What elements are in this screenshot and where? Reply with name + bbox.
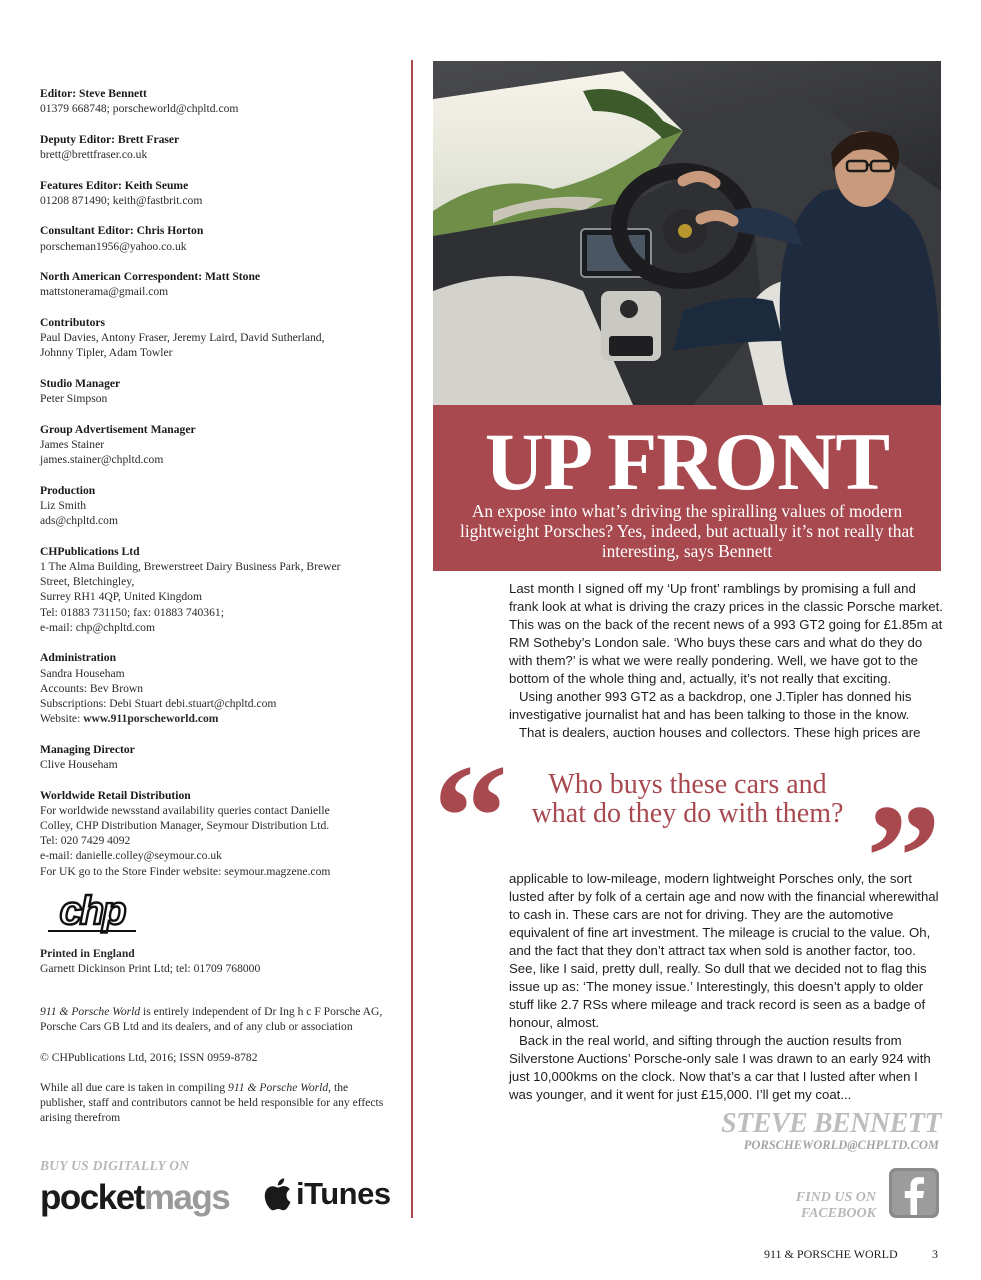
website-line xyxy=(40,711,395,726)
staff-block xyxy=(40,544,395,635)
car-interior-illustration xyxy=(433,61,941,405)
article-body-bottom xyxy=(509,870,943,1104)
close-quote-mark: ” xyxy=(866,774,941,940)
legal-notes xyxy=(40,1004,395,1141)
disclaimer-rest: , the publisher, staff and contributors cannot be held responsible for any effects arising therefrom xyxy=(40,1080,384,1125)
author-email[interactable]: PORSCHEWORLD@CHPLTD.COM xyxy=(743,1138,939,1152)
staff-line: Clive Househam xyxy=(40,758,118,771)
staff-line: Paul Davies, Antony Fraser, Jeremy Laird, David Sutherland, xyxy=(40,331,325,345)
staff-line: Tel: 020 7429 4092 xyxy=(40,834,131,848)
svg-text:chp: chp xyxy=(59,889,125,933)
facebook-label-line2: FACEBOOK xyxy=(801,1206,876,1221)
staff-role: Managing Director xyxy=(40,742,135,756)
independence-text: is entirely independent of Dr Ing h c F Porsche AG, Porsche Cars GB Ltd and its dealers, and of any club or association xyxy=(40,1005,383,1034)
itunes-text: iTunes xyxy=(296,1176,391,1211)
staff-line: For worldwide newsstand availability queries contact Danielle xyxy=(40,803,330,817)
buy-digitally-label: BUY US DIGITALLY ON xyxy=(40,1158,190,1173)
open-quote-mark: “ xyxy=(433,734,508,900)
staff-role: Consultant Editor: Chris Horton xyxy=(40,224,204,238)
staff-line: Street, Bletchingley, xyxy=(40,575,135,589)
facebook-icon[interactable] xyxy=(889,1168,939,1218)
staff-line: Surrey RH1 4QP, United Kingdom xyxy=(40,590,202,604)
staff-line[interactable]: 01208 871490; keith@fastbrit.com xyxy=(40,193,203,207)
staff-role: CHPublications Ltd xyxy=(40,544,140,558)
staff-masthead xyxy=(40,86,395,894)
printed-info xyxy=(40,946,395,976)
article-body-top xyxy=(509,580,943,742)
staff-block xyxy=(40,483,395,529)
article-paragraph: applicable to low-mileage, modern lightweight Porsches only, the sort lusted after by folk of a certain age and now with the financial wherewithal to cash in. These cars are not for driving. They are the automotive equivalent of fine art investment. The mileage is crucial to the value. Oh, and the fact that they don’t attract tax when sold is another factor, too. See, like I said, pretty dull, really. So dull that we decided not to flag this issue up as: ‘The money issue.’ Interestingly, this doesn’t apply to older stuff like 2.7 RSs where mileage and track record is seen as a badge of honour, almost. xyxy=(509,871,939,1030)
staff-role: Editor: Steve Bennett xyxy=(40,87,147,100)
website-link[interactable]: www.911porscheworld.com xyxy=(83,712,219,726)
article-paragraph: That is dealers, auction houses and collectors. These high prices are xyxy=(519,725,921,740)
staff-line[interactable]: porscheman1956@yahoo.co.uk xyxy=(40,239,187,253)
staff-line: Colley, CHP Distribution Manager, Seymour Distribution Ltd. xyxy=(40,819,330,832)
staff-role: Features Editor: Keith Seume xyxy=(40,178,189,192)
magazine-name: 911 & Porsche World xyxy=(40,1005,141,1018)
itunes-logo[interactable] xyxy=(262,1176,391,1212)
disclaimer-note xyxy=(40,1080,395,1126)
staff-line: 1 The Alma Building, Brewerstreet Dairy Business Park, Brewer xyxy=(40,559,341,573)
staff-role: Administration xyxy=(40,651,117,665)
staff-line[interactable]: brett@brettfraser.co.uk xyxy=(40,148,148,161)
staff-line: Johnny Tipler, Adam Towler xyxy=(40,346,173,360)
facebook-label xyxy=(760,1190,876,1222)
chp-logo xyxy=(42,888,142,934)
staff-block xyxy=(40,376,395,406)
website-label: Website: xyxy=(40,712,81,726)
pocketmags-logo-b: mags xyxy=(143,1178,230,1217)
staff-block xyxy=(40,86,395,116)
article-paragraph: Last month I signed off my ‘Up front’ ramblings by promising a full and frank look at what is driving the crazy prices in the classic Porsche market. This was on the back of the recent news of a 993 GT2 going for £1.85m at RM Sotheby’s London sale. ‘Who buys these cars and what do they do with them?’ is what we were really pondering. Well, we have got to the bottom of the whole thing and, actually, it’s not really that exciting. xyxy=(509,581,943,686)
staff-block xyxy=(40,788,395,879)
apple-icon xyxy=(262,1176,292,1212)
driver-photo xyxy=(433,61,941,405)
staff-line: Accounts: Bev Brown xyxy=(40,681,144,695)
staff-role: Contributors xyxy=(40,315,106,329)
staff-line[interactable]: e-mail: chp@chpltd.com xyxy=(40,620,155,634)
page-number: 3 xyxy=(932,1247,938,1261)
staff-block xyxy=(40,742,395,772)
pull-quote: Who buys these cars and what do they do with them? xyxy=(531,769,844,829)
staff-line: James Stainer xyxy=(40,437,105,451)
staff-role: Production xyxy=(40,483,96,497)
magazine-name-2: 911 & Porsche World xyxy=(228,1080,329,1094)
section-title: UP FRONT xyxy=(484,416,890,507)
staff-line: Liz Smith xyxy=(40,498,87,512)
staff-block xyxy=(40,315,395,361)
article-paragraph: Back in the real world, and sifting through the auction results from Silverstone Auctions’ Porsche-only sale I was drawn to an early 924 with just 10,000kms on the clock. Now that’s a car that I lusted after when I was younger, and it went for just £15,000. I’ll get my coat... xyxy=(509,1033,931,1102)
staff-line: Tel: 01883 731150; fax: 01883 740361; xyxy=(40,605,224,619)
author-signature: STEVE BENNETT xyxy=(721,1108,941,1139)
facebook-label-line1: FIND US ON xyxy=(795,1190,876,1205)
staff-role: Deputy Editor: Brett Fraser xyxy=(40,132,180,146)
section-standfirst: An expose into what’s driving the spiralling values of modern lightweight Porsches? Yes, indeed, but actually it’s not really that interesting, says Bennett xyxy=(459,501,914,561)
staff-line[interactable]: mattstonerama@gmail.com xyxy=(40,285,169,299)
title-banner xyxy=(433,405,941,571)
independence-note xyxy=(40,1004,395,1034)
staff-line[interactable]: Subscriptions: Debi Stuart debi.stuart@chpltd.com xyxy=(40,697,277,710)
staff-role: Group Advertisement Manager xyxy=(40,422,196,436)
printed-title: Printed in England xyxy=(40,947,135,960)
staff-line[interactable]: ads@chpltd.com xyxy=(40,514,118,528)
pocketmags-logo-a: pocket xyxy=(40,1178,144,1217)
footer-magazine-name: 911 & PORSCHE WORLD xyxy=(764,1247,898,1261)
pocketmags-logo[interactable] xyxy=(40,1178,229,1218)
column-divider xyxy=(411,60,413,1218)
staff-line: Sandra Househam xyxy=(40,666,125,680)
staff-block xyxy=(40,269,395,299)
staff-line: Peter Simpson xyxy=(40,392,108,406)
article-paragraph: Using another 993 GT2 as a backdrop, one J.Tipler has donned his investigative journalist hat and has been talking to those in the know. xyxy=(509,689,912,722)
staff-block xyxy=(40,650,395,726)
staff-role: Worldwide Retail Distribution xyxy=(40,788,191,802)
staff-block xyxy=(40,178,395,208)
copyright-note: © CHPublications Ltd, 2016; ISSN 0959-8782 xyxy=(40,1050,258,1064)
staff-block xyxy=(40,223,395,253)
staff-role: Studio Manager xyxy=(40,376,121,390)
staff-line[interactable]: e-mail: danielle.colley@seymour.co.uk xyxy=(40,849,222,863)
staff-block xyxy=(40,422,395,468)
staff-role: North American Correspondent: Matt Stone xyxy=(40,270,261,284)
staff-line[interactable]: For UK go to the Store Finder website: seymour.magzene.com xyxy=(40,864,331,878)
staff-line[interactable]: james.stainer@chpltd.com xyxy=(40,453,164,467)
staff-block xyxy=(40,132,395,162)
printed-line: Garnett Dickinson Print Ltd; tel: 01709 768000 xyxy=(40,962,261,976)
disclaimer-pre: While all due care is taken in compiling xyxy=(40,1080,229,1094)
staff-line[interactable]: 01379 668748; porscheworld@chpltd.com xyxy=(40,102,239,116)
